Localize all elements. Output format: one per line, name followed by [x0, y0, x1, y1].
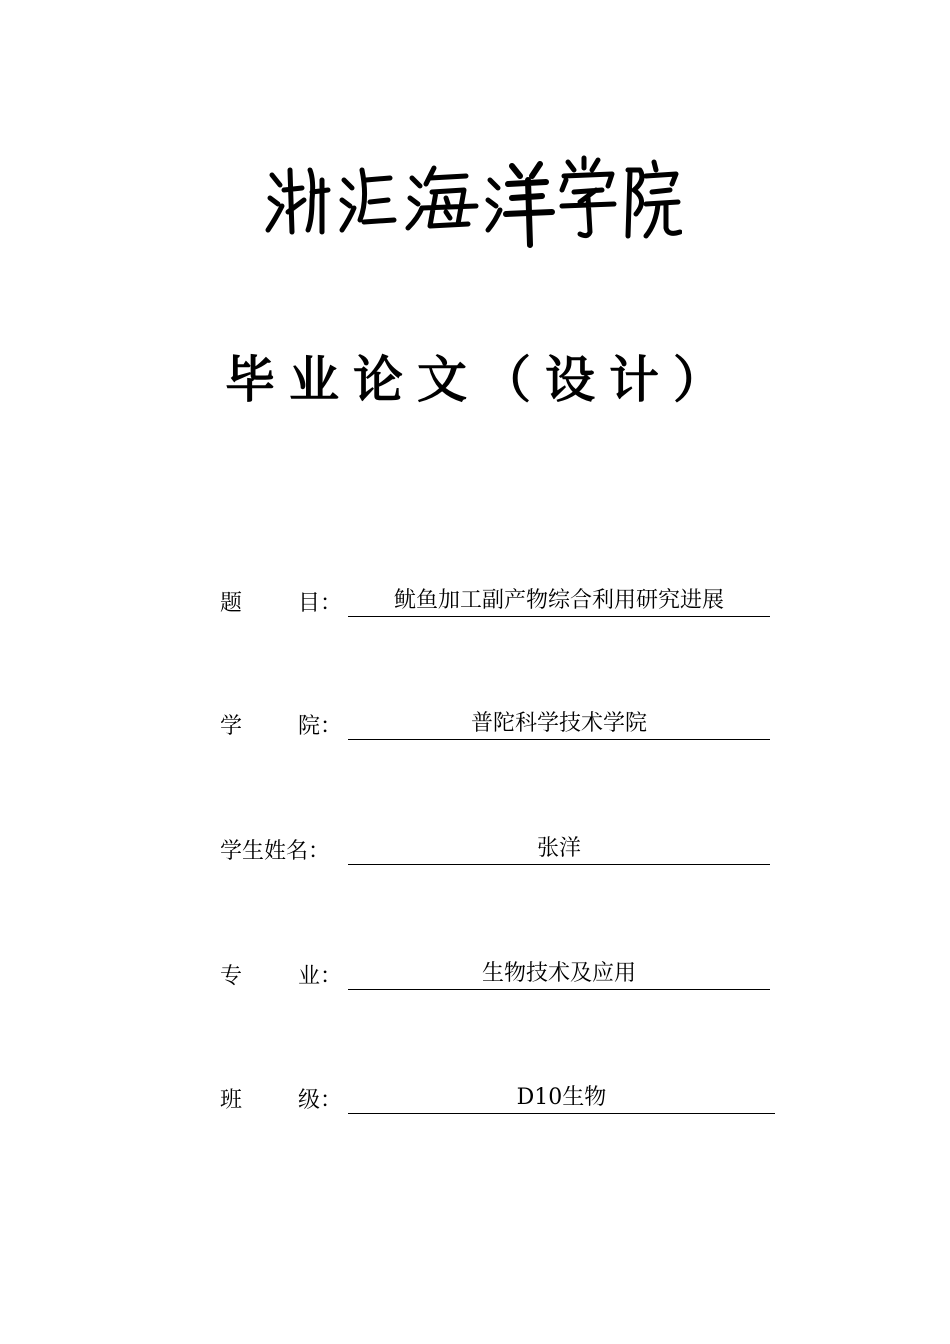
class-field	[220, 1080, 775, 1114]
major-value: 生物技术及应用	[348, 961, 770, 990]
class-label: 班 级：	[220, 1088, 342, 1113]
college-label: 学 院：	[220, 714, 342, 739]
student-name-field	[220, 831, 770, 865]
topic-label: 题 目：	[220, 591, 342, 616]
class-value: D10生物	[348, 1085, 775, 1114]
college-value: 普陀科学技术学院	[348, 711, 770, 740]
college-field	[220, 706, 770, 740]
school-logo-calligraphy	[262, 140, 682, 250]
topic-value: 鱿鱼加工副产物综合利用研究进展	[348, 588, 770, 617]
school-logo	[262, 140, 682, 250]
student-name-label: 学生姓名：	[220, 839, 331, 864]
document-title: 毕业论文（设计）	[225, 351, 737, 409]
student-name-value: 张洋	[348, 836, 770, 865]
major-label: 专 业：	[220, 964, 342, 989]
major-field	[220, 956, 770, 990]
topic-field	[220, 583, 770, 617]
